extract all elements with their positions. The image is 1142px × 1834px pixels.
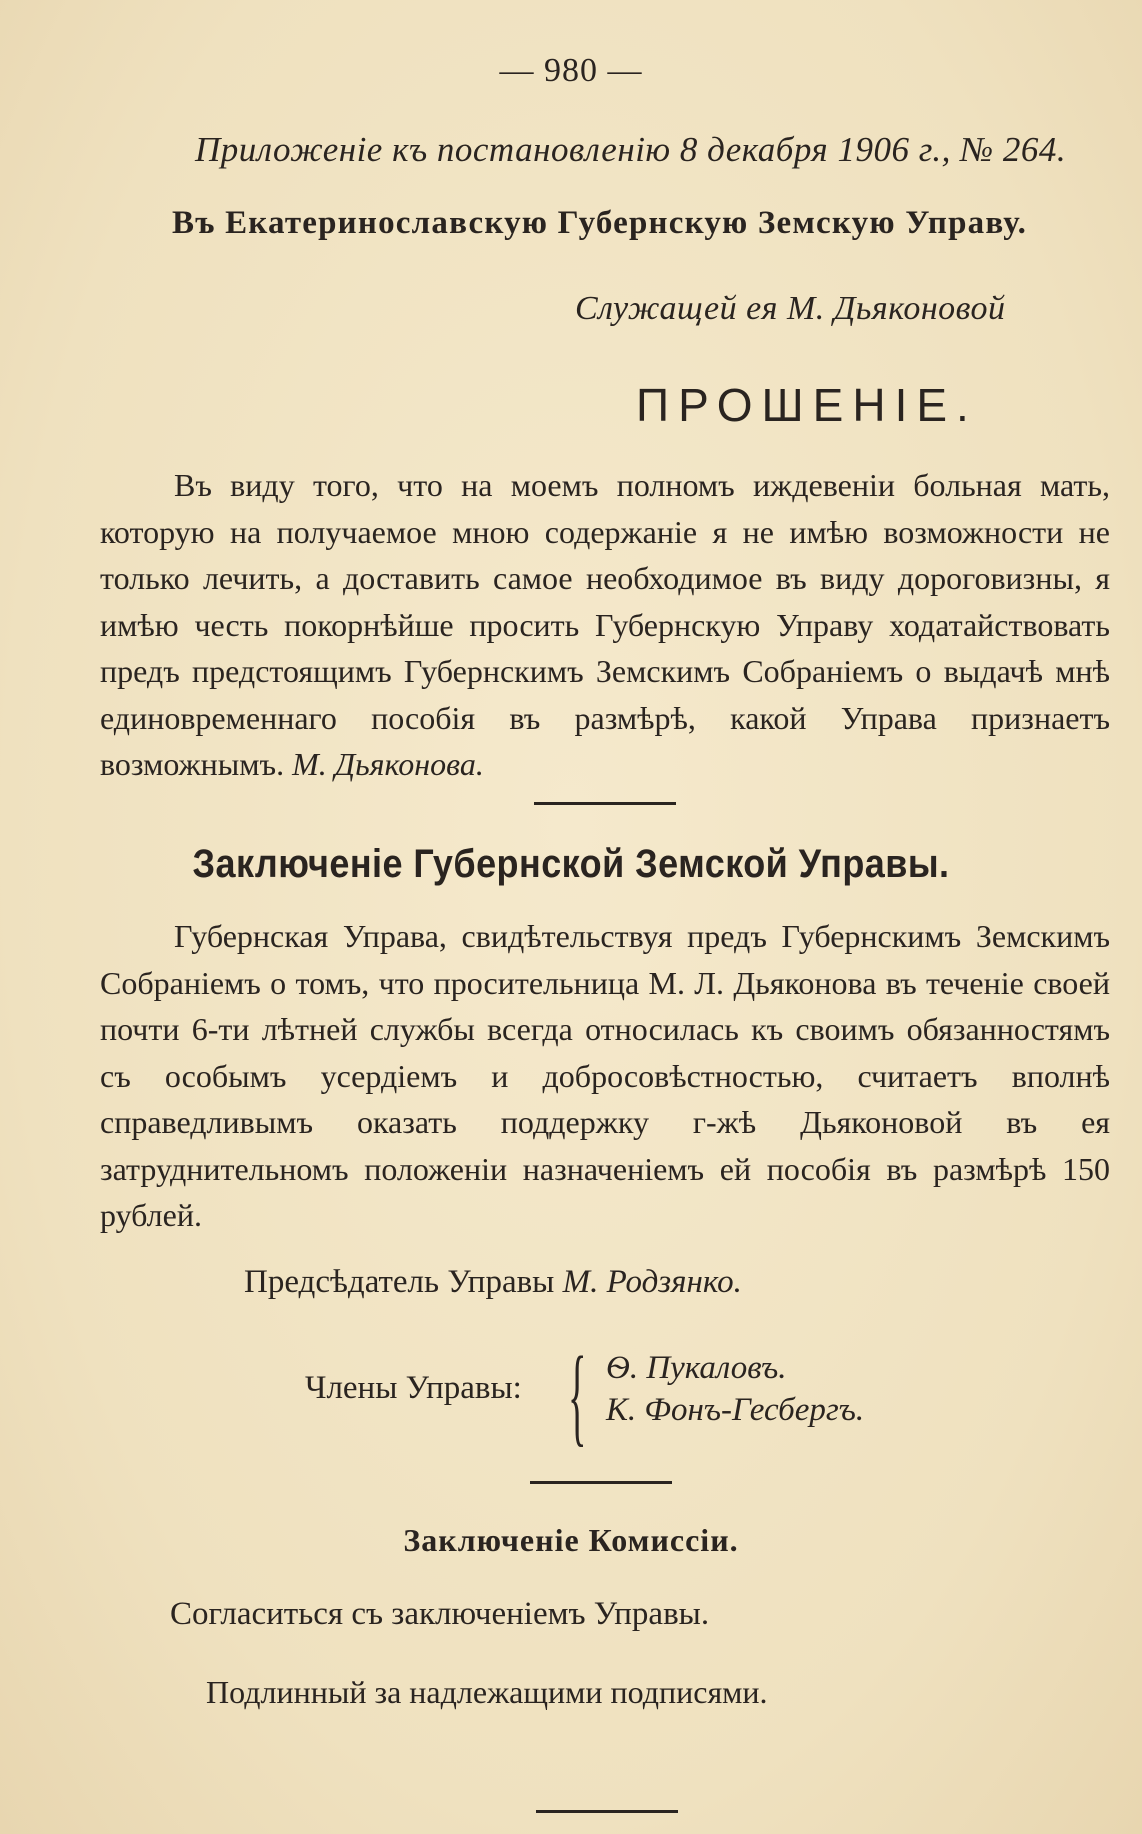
petition-paragraph [100,462,1110,788]
chairman-name: М. Родзянко. [562,1264,742,1300]
divider-rule [530,1481,672,1484]
conclusion-heading: Заключеніе Губернской Земской Управы. [192,842,950,886]
divider-rule [536,1810,678,1813]
chairman-label: Предсѣдатель Управы [244,1264,555,1300]
appendix-line: Приложеніе къ постановленію 8 декабря 1906 г., № 264. [195,130,1067,169]
chairman-line [244,1264,944,1301]
member-name: Ѳ. Пукаловъ. [606,1350,787,1386]
commission-text: Согласиться съ заключеніемъ Управы. [170,1596,710,1632]
commission-heading: Заключеніе Комиссіи. [403,1522,739,1558]
petition-title: ПРОШЕНІЕ. [636,379,978,431]
conclusion-paragraph: Губернская Управа, свидѣтельствуя предъ Губернскимъ Земскимъ Собраніемъ о томъ, что просительница М. Л. Дьяконова въ теченіе своей почти 6-ти лѣтней службы всегда относилась къ своимъ обязанностямъ съ особымъ усердіемъ и добросовѣстностью, считаетъ вполнѣ справедливымъ оказать поддержку г-жѣ Дьяконовой въ ея затруднительномъ положеніи назначеніемъ ей пособія въ размѣрѣ 150 рублей. [100,918,1110,1233]
from-line: Служащей ея М. Дьяконовой [575,290,1006,327]
brace-symbol: { [568,1334,587,1456]
member-name: К. Фонъ-Гесбергъ. [606,1392,865,1428]
divider-rule [534,802,676,805]
petition-signature: М. Дьяконова. [292,746,484,782]
addressee-line: Въ Екатеринославскую Губернскую Земскую Управу. [172,205,1028,241]
authentic-note: Подлинный за надлежащими подписями. [206,1674,768,1710]
page-number: — 980 — [499,52,643,89]
petition-text: Въ виду того, что на моемъ полномъ иждевеніи больная мать, которую на получаемое мною содержаніе я не имѣю возможности не только лечить, а доставить самое необходимое въ виду дороговизны, я имѣю честь покорнѣйше просить Губернскую Управу ходатайствовать предъ предстоящимъ Губернскимъ Земскимъ Собраніемъ о выдачѣ мнѣ единовременнаго пособія въ размѣрѣ, какой Управа признаетъ возможнымъ. [100,467,1110,782]
members-label: Члены Управы: [305,1370,522,1406]
